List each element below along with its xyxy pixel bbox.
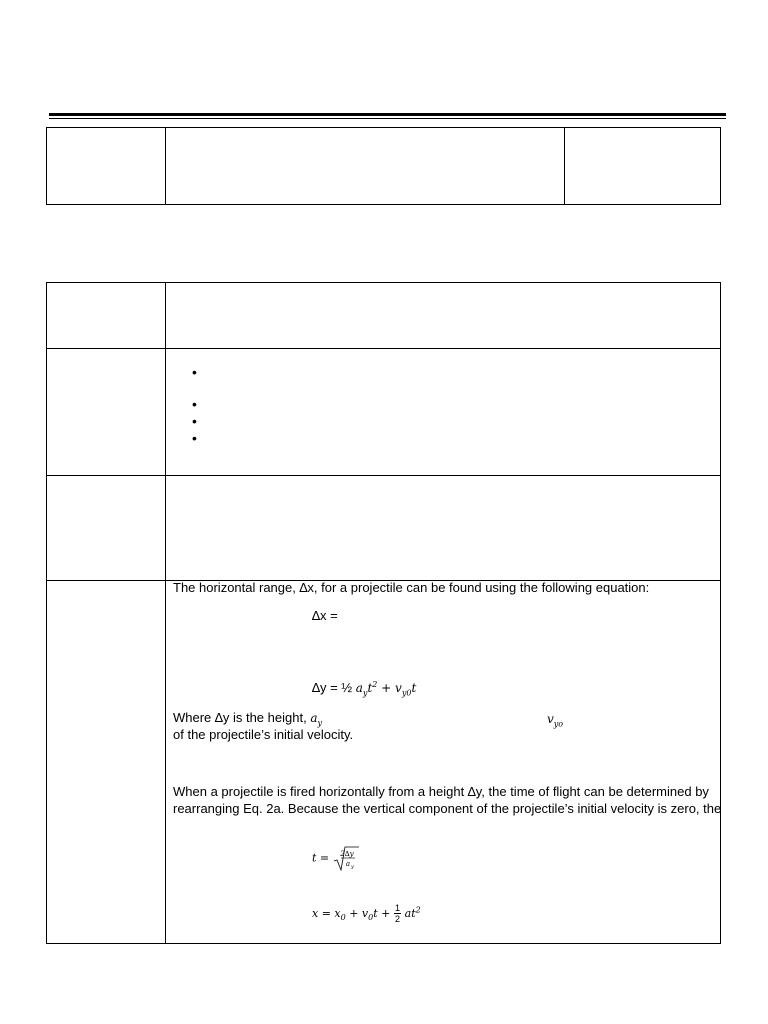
theory-paragraph-3-line-1: When a projectile is fired horizontally from a height ∆y, the time of flight can be determined by xyxy=(173,784,709,799)
list-item-bullet: • xyxy=(192,364,197,380)
theory-paragraph-3-line-2: rearranging Eq. 2a. Because the vertical component of the projectile’s initial velocity is zero, the xyxy=(173,801,722,816)
theory-paragraph-1: The horizontal range, ∆x, for a projectile can be found using the following equation: xyxy=(173,580,650,595)
equation-time-of-flight: t = 2∆y a y xyxy=(312,845,359,871)
symbol-ay: $a_y$ xyxy=(310,711,322,728)
equation-height xyxy=(312,680,416,697)
fraction-half: $\frac{1}{2}$ xyxy=(395,903,401,924)
row-content-cell xyxy=(166,349,721,476)
header-cell-left xyxy=(47,128,166,205)
equation-height-lhs: ∆y = ½ xyxy=(312,680,353,695)
table-row xyxy=(47,283,721,349)
svg-text:y: y xyxy=(350,864,354,870)
list-item-bullet: • xyxy=(192,413,197,429)
lab-table xyxy=(46,282,721,944)
header-table xyxy=(46,127,721,205)
svg-text:2∆y: 2∆y xyxy=(340,850,354,858)
equation-range: ∆x = xyxy=(312,608,338,623)
list-item-bullet: • xyxy=(192,396,197,412)
header-rule-thick xyxy=(49,113,726,116)
row-content-cell xyxy=(166,476,721,581)
row-label-cell xyxy=(47,349,166,476)
equation-position: $x = x_0 + v_0t$ + $\frac{1}{2}$ $at^2$ xyxy=(312,903,421,924)
row-label-cell xyxy=(47,581,166,944)
list-item-bullet: • xyxy=(192,430,197,446)
row-label-cell xyxy=(47,283,166,349)
row-content-cell xyxy=(166,283,721,349)
equation-height-rhs: $a_yt^2 + v_{y0}t$ xyxy=(355,680,417,698)
header-cell-right xyxy=(565,128,721,205)
sqrt-icon xyxy=(333,845,359,871)
bullet-list xyxy=(166,349,720,475)
header-rule-thin xyxy=(49,118,726,119)
row-label-cell xyxy=(47,476,166,581)
paragraph-2-text: Where ∆y is the height, xyxy=(173,710,307,725)
svg-text:a: a xyxy=(345,860,350,868)
table-row xyxy=(47,581,721,944)
header-cell-center xyxy=(166,128,565,205)
symbol-vy0: $v_{yo}$ xyxy=(547,712,564,729)
table-row xyxy=(47,476,721,581)
theory-paragraph-2-line-2: of the projectile’s initial velocity. xyxy=(173,727,354,742)
theory-cell xyxy=(166,581,721,944)
table-row xyxy=(47,349,721,476)
